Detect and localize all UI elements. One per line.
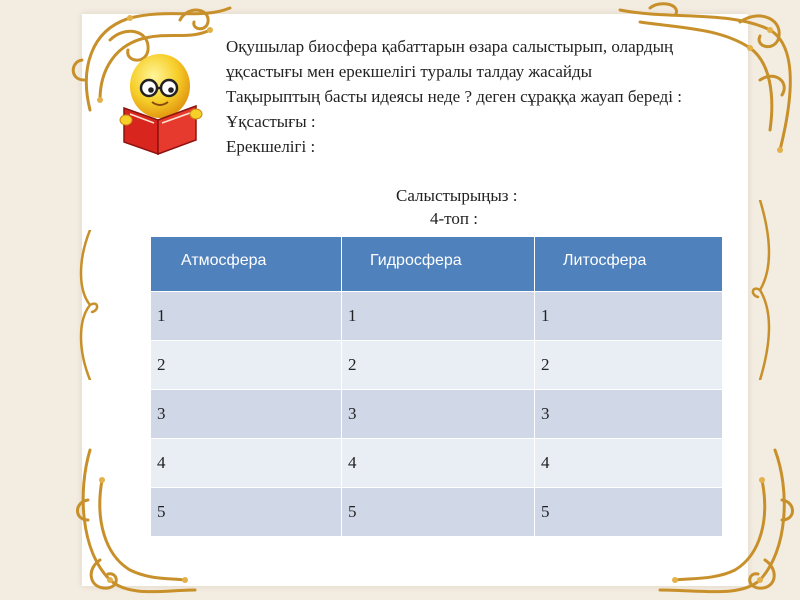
table-cell: 5: [535, 488, 723, 537]
table-cell: 2: [342, 341, 535, 390]
side-ornament-right-icon: [748, 200, 778, 380]
description-line-1: Оқушылар биосфера қабаттарын өзара салыстырып, олардың: [226, 37, 674, 56]
table-row: [151, 341, 723, 390]
header-hydrosphere: Гидросфера: [342, 237, 535, 292]
comparison-table: [150, 236, 723, 537]
table-cell: 4: [535, 439, 723, 488]
table-row: [151, 439, 723, 488]
similarity-label: Ұқсастығы :: [226, 112, 316, 131]
difference-label: Ерекшелігі :: [226, 137, 316, 156]
header-lithosphere: Литосфера: [535, 237, 723, 292]
reading-mascot-icon: [116, 50, 212, 156]
table-row: [151, 390, 723, 439]
table-cell: 3: [342, 390, 535, 439]
table-cell: 1: [151, 292, 342, 341]
table-cell: 2: [151, 341, 342, 390]
description-line-2: ұқсастығы мен ерекшелігі туралы талдау жасайды: [226, 62, 593, 81]
table-row: [151, 292, 723, 341]
compare-label: Салыстырыңыз :: [396, 186, 518, 205]
table-cell: 1: [535, 292, 723, 341]
table-row: [151, 488, 723, 537]
table-cell: 1: [342, 292, 535, 341]
table-cell: 4: [342, 439, 535, 488]
description-line-3: Тақырыптың басты идеясы неде ? деген сұраққа жауап береді :: [226, 87, 682, 106]
group-label: 4-топ :: [430, 209, 478, 228]
table-cell: 5: [151, 488, 342, 537]
table-cell: 5: [342, 488, 535, 537]
table-cell: 2: [535, 341, 723, 390]
header-atmosphere: Атмосфера: [151, 237, 342, 292]
description-text: [226, 34, 766, 159]
side-ornament-left-icon: [72, 230, 102, 380]
table-cell: 4: [151, 439, 342, 488]
table-cell: 3: [535, 390, 723, 439]
table-cell: 3: [151, 390, 342, 439]
table-header-row: [151, 237, 723, 292]
